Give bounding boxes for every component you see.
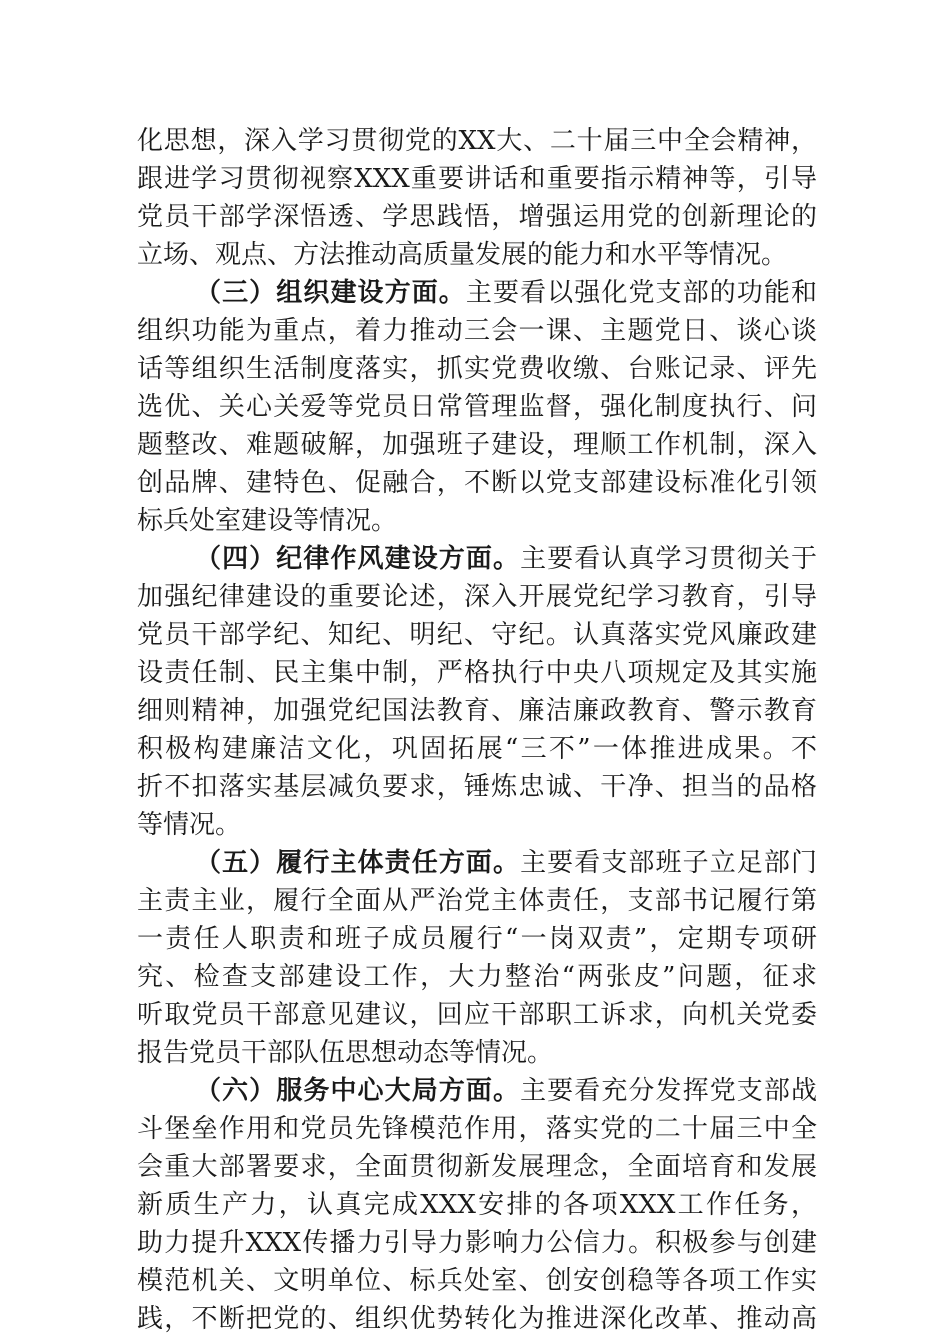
text-line: 化思想，深入学习贯彻党的XX大、二十届三中全会精神， [137,126,817,156]
text-line: 新质生产力，认真完成XXX安排的各项XXX工作任务， [137,1190,817,1220]
paragraph-continuation [137,122,817,274]
section-text: 主要看以强化党支部的功能和 [465,278,817,308]
text-line: 助力提升XXX传播力引导力影响力公信力。积极参与创建 [137,1228,817,1258]
text-line: 报告党员干部队伍思想动态等情况。 [137,1038,554,1068]
section-heading: （五）履行主体责任方面。 [195,848,521,878]
text-line: 一责任人职责和班子成员履行“一岗双责”，定期专项研 [137,924,817,954]
text-line: 话等组织生活制度落实，抓实党费收缴、台账记录、评先 [137,354,817,384]
section-text: 主要看充分发挥党支部战 [520,1076,817,1106]
text-line: 折不扣落实基层减负要求，锤炼忠诚、干净、担当的品格 [137,772,817,802]
text-line: 会重大部署要求，全面贯彻新发展理念，全面培育和发展 [137,1152,817,1182]
text-line [137,274,817,312]
document-body [137,122,817,1338]
text-line: 模范机关、文明单位、标兵处室、创安创稳等各项工作实 [137,1266,817,1296]
text-line: 听取党员干部意见建议，回应干部职工诉求，向机关党委 [137,1000,817,1030]
text-line: 积极构建廉洁文化，巩固拓展“三不”一体推进成果。不 [137,734,817,764]
section-heading: （三）组织建设方面。 [195,278,466,308]
text-line: 细则精神，加强党纪国法教育、廉洁廉政教育、警示教育 [137,696,817,726]
text-line: 标兵处室建设等情况。 [137,506,398,536]
text-line: 跟进学习贯彻视察XXX重要讲话和重要指示精神等，引导 [137,164,817,194]
text-line: 立场、观点、方法推动高质量发展的能力和水平等情况。 [137,240,788,270]
section-text: 主要看支部班子立足部门 [520,848,817,878]
section-heading: （四）纪律作风建设方面。 [195,544,521,574]
text-line: 斗堡垒作用和党员先锋模范作用，落实党的二十届三中全 [137,1114,817,1144]
text-line: 加强纪律建设的重要论述，深入开展党纪学习教育，引导 [137,582,817,612]
section-text: 主要看认真学习贯彻关于 [520,544,817,574]
text-line [137,844,817,882]
paragraph-section-3 [137,274,817,540]
text-line: 等情况。 [137,810,242,840]
paragraph-section-5 [137,844,817,1072]
text-line [137,540,817,578]
text-line: 究、检查支部建设工作，大力整治“两张皮”问题，征求 [137,962,817,992]
text-line: 党员干部学纪、知纪、明纪、守纪。认真落实党风廉政建 [137,620,817,650]
section-heading: （六）服务中心大局方面。 [195,1076,521,1106]
text-line: 设责任制、民主集中制，严格执行中央八项规定及其实施 [137,658,817,688]
text-line: 题整改、难题破解，加强班子建设，理顺工作机制，深入 [137,430,817,460]
text-line: 组织功能为重点，着力推动三会一课、主题党日、谈心谈 [137,316,817,346]
paragraph-section-6 [137,1072,817,1338]
text-line: 党员干部学深悟透、学思践悟，增强运用党的创新理论的 [137,202,817,232]
text-line: 创品牌、建特色、促融合，不断以党支部建设标准化引领 [137,468,817,498]
text-line: 选优、关心关爱等党员日常管理监督，强化制度执行、问 [137,392,817,422]
text-line: 主责主业，履行全面从严治党主体责任，支部书记履行第 [137,886,817,916]
text-line [137,1072,817,1110]
text-line: 践，不断把党的、组织优势转化为推进深化改革、推动高 [137,1304,817,1334]
paragraph-section-4 [137,540,817,844]
